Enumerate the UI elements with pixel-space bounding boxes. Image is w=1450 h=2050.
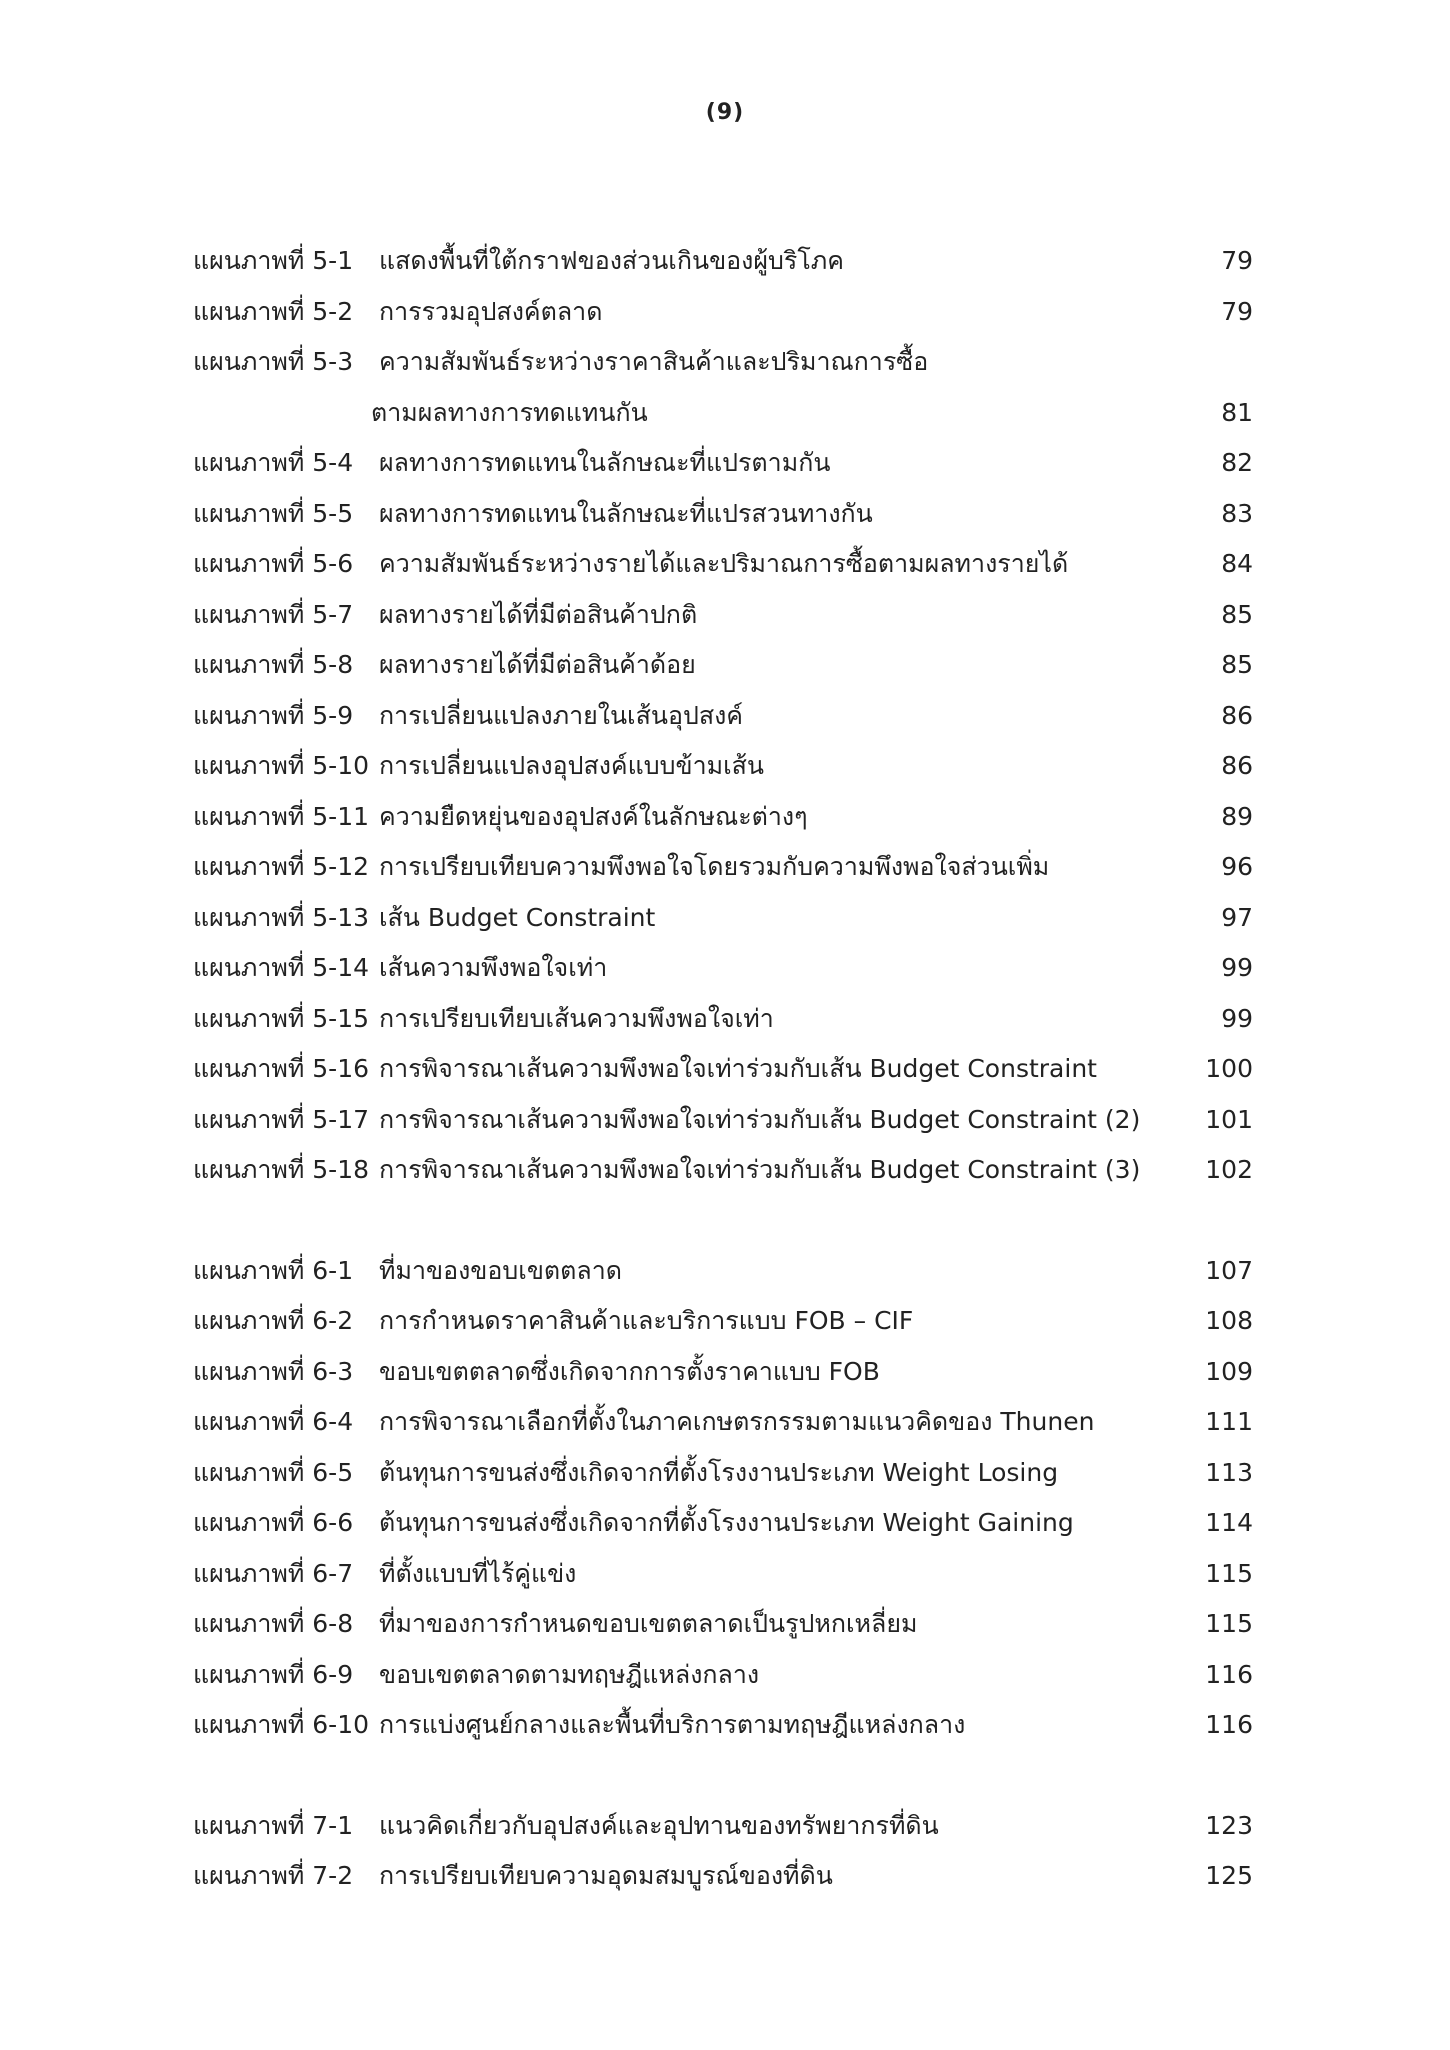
figure-label: แผนภาพที่ 6-6 <box>193 1508 354 1537</box>
list-item <box>193 1145 1253 1196</box>
list-item <box>193 1448 1253 1499</box>
page-ref: 85 <box>1221 599 1253 629</box>
list-item <box>193 236 1253 287</box>
figure-title: ความยืดหยุ่นของอุปสงค์ในลักษณะต่างๆ <box>379 801 808 831</box>
figure-label: แผนภาพที่ 5-13 <box>193 902 370 932</box>
figure-title: การรวมอุปสงค์ตลาด <box>379 296 603 326</box>
figure-title: ตามผลทางการทดแทนกัน <box>371 397 648 427</box>
figure-title: ผลทางรายได้ที่มีต่อสินค้าปกติ <box>379 599 698 629</box>
figure-title: ขอบเขตตลาดตามทฤษฎีแหล่งกลาง <box>379 1659 760 1689</box>
figure-title: การพิจารณาเลือกที่ตั้งในภาคเกษตรกรรมตามแนวคิดของ Thunen <box>379 1407 1095 1436</box>
list-item <box>193 287 1253 338</box>
figure-label: แผนภาพที่ 5-14 <box>193 953 370 982</box>
figure-label: แผนภาพที่ 5-1 <box>193 246 354 275</box>
figure-title: การกำหนดราคาสินค้าและบริการแบบ FOB – CIF <box>379 1306 914 1335</box>
figure-title: การเปรียบเทียบเส้นความพึงพอใจเท่า <box>379 1003 774 1033</box>
figure-title: ที่ตั้งแบบที่ไร้คู่แข่ง <box>379 1558 577 1588</box>
list-item <box>193 741 1253 792</box>
figure-title: การพิจารณาเส้นความพึงพอใจเท่าร่วมกับเส้น Budget Constraint (3) <box>379 1155 1141 1184</box>
page-ref: 123 <box>1205 1810 1253 1840</box>
list-item <box>193 640 1253 691</box>
figure-label: แผนภาพที่ 5-9 <box>193 700 354 730</box>
page-ref: 82 <box>1221 448 1253 477</box>
list-item <box>193 1801 1253 1852</box>
page-ref: 114 <box>1205 1508 1253 1537</box>
page-ref: 96 <box>1221 852 1253 881</box>
page-ref: 107 <box>1205 1255 1253 1285</box>
list-item <box>193 1044 1253 1095</box>
list-item <box>193 893 1253 944</box>
figure-title: ผลทางการทดแทนในลักษณะที่แปรสวนทางกัน <box>379 498 873 528</box>
page-ref: 102 <box>1205 1155 1253 1184</box>
figure-label: แผนภาพที่ 5-17 <box>193 1104 370 1134</box>
list-item <box>193 1397 1253 1448</box>
list-item <box>193 1851 1253 1902</box>
figure-title: การพิจารณาเส้นความพึงพอใจเท่าร่วมกับเส้น Budget Constraint <box>379 1054 1097 1083</box>
figure-label: แผนภาพที่ 5-7 <box>193 599 354 629</box>
list-item <box>193 842 1253 893</box>
figure-title: ผลทางรายได้ที่มีต่อสินค้าด้อย <box>379 650 696 679</box>
figure-title: การเปลี่ยนแปลงอุปสงค์แบบข้ามเส้น <box>379 751 765 780</box>
page-ref: 84 <box>1221 549 1253 578</box>
figure-label: แผนภาพที่ 5-15 <box>193 1003 370 1033</box>
figure-label: แผนภาพที่ 6-7 <box>193 1558 354 1588</box>
list-item <box>193 1700 1253 1751</box>
page-ref: 85 <box>1221 650 1253 679</box>
list-item <box>193 691 1253 742</box>
figure-label: แผนภาพที่ 5-2 <box>193 296 354 326</box>
figure-label: แผนภาพที่ 6-4 <box>193 1407 354 1436</box>
figure-label: แผนภาพที่ 6-5 <box>193 1457 354 1487</box>
figure-title: ผลทางการทดแทนในลักษณะที่แปรตามกัน <box>379 448 831 477</box>
figure-label: แผนภาพที่ 5-8 <box>193 650 354 679</box>
list-item <box>193 1095 1253 1146</box>
list-item <box>193 943 1253 994</box>
figure-label: แผนภาพที่ 5-5 <box>193 498 354 528</box>
figure-label: แผนภาพที่ 7-1 <box>193 1810 354 1840</box>
figure-title: การพิจารณาเส้นความพึงพอใจเท่าร่วมกับเส้น Budget Constraint (2) <box>379 1104 1141 1134</box>
page-ref: 89 <box>1221 801 1253 831</box>
page-ref: 81 <box>1221 397 1253 427</box>
list-item <box>193 1296 1253 1347</box>
page-ref: 116 <box>1205 1710 1253 1739</box>
page-ref: 101 <box>1205 1104 1253 1134</box>
figure-title: แนวคิดเกี่ยวกับอุปสงค์และอุปทานของทรัพยากรที่ดิน <box>379 1810 939 1840</box>
page-ref: 83 <box>1221 498 1253 528</box>
figure-label: แผนภาพที่ 5-12 <box>193 852 370 881</box>
figure-title: ที่มาของการกำหนดขอบเขตตลาดเป็นรูปหกเหลี่ยม <box>379 1609 918 1638</box>
page-ref: 115 <box>1205 1558 1253 1588</box>
list-item <box>193 994 1253 1045</box>
page-ref: 111 <box>1205 1407 1253 1436</box>
page-ref: 79 <box>1221 296 1253 326</box>
figure-title: การแบ่งศูนย์กลางและพื้นที่บริการตามทฤษฎีแหล่งกลาง <box>379 1710 966 1739</box>
figure-title: ต้นทุนการขนส่งซึ่งเกิดจากที่ตั้งโรงงานประเภท Weight Gaining <box>379 1508 1074 1537</box>
figure-title: ขอบเขตตลาดซึ่งเกิดจากการตั้งราคาแบบ FOB <box>379 1356 880 1386</box>
list-item <box>193 590 1253 641</box>
page-ref: 116 <box>1205 1659 1253 1689</box>
list-item <box>193 1549 1253 1600</box>
figure-title: การเปรียบเทียบความพึงพอใจโดยรวมกับความพึงพอใจส่วนเพิ่ม <box>379 852 1050 881</box>
page-ref: 113 <box>1205 1457 1253 1487</box>
figure-label: แผนภาพที่ 5-3 <box>193 347 354 376</box>
page-ref: 108 <box>1205 1306 1253 1335</box>
figure-title: ที่มาของขอบเขตตลาด <box>379 1255 622 1285</box>
list-item <box>193 1347 1253 1398</box>
table-of-figures <box>193 236 1253 1952</box>
figure-label: แผนภาพที่ 5-10 <box>193 751 370 780</box>
page-ref: 79 <box>1221 246 1253 275</box>
page-ref: 86 <box>1221 700 1253 730</box>
figure-label: แผนภาพที่ 6-10 <box>193 1710 370 1739</box>
list-item <box>193 489 1253 540</box>
list-item <box>193 1599 1253 1650</box>
figure-title: การเปลี่ยนแปลงภายในเส้นอุปสงค์ <box>379 700 744 730</box>
figure-list-group <box>193 1801 1253 1902</box>
page-ref: 97 <box>1221 902 1253 932</box>
page-ref: 99 <box>1221 1003 1253 1033</box>
page-ref: 99 <box>1221 953 1253 982</box>
figure-list-group <box>193 1246 1253 1751</box>
figure-label: แผนภาพที่ 5-16 <box>193 1054 370 1083</box>
figure-title: ความสัมพันธ์ระหว่างรายได้และปริมาณการซื้อตามผลทางรายได้ <box>379 549 1069 578</box>
figure-label: แผนภาพที่ 6-3 <box>193 1356 354 1386</box>
figure-title: การเปรียบเทียบความอุดมสมบูรณ์ของที่ดิน <box>379 1861 833 1890</box>
figure-title: ความสัมพันธ์ระหว่างราคาสินค้าและปริมาณการซื้อ <box>379 347 929 376</box>
figure-label: แผนภาพที่ 5-6 <box>193 549 354 578</box>
figure-title: ต้นทุนการขนส่งซึ่งเกิดจากที่ตั้งโรงงานประเภท Weight Losing <box>379 1457 1059 1487</box>
list-item <box>193 337 1253 388</box>
figure-label: แผนภาพที่ 5-18 <box>193 1155 370 1184</box>
figure-list-group <box>193 236 1253 1196</box>
figure-title: เส้น Budget Constraint <box>379 902 656 932</box>
figure-label: แผนภาพที่ 5-11 <box>193 801 370 831</box>
figure-label: แผนภาพที่ 6-8 <box>193 1609 354 1638</box>
list-item <box>193 1498 1253 1549</box>
page-ref: 125 <box>1205 1861 1253 1890</box>
list-item <box>193 539 1253 590</box>
figure-label: แผนภาพที่ 6-2 <box>193 1306 354 1335</box>
figure-title: เส้นความพึงพอใจเท่า <box>379 953 608 982</box>
list-item-continuation <box>193 388 1253 439</box>
figure-label: แผนภาพที่ 6-1 <box>193 1255 354 1285</box>
list-item <box>193 1650 1253 1701</box>
list-item <box>193 1246 1253 1297</box>
figure-label: แผนภาพที่ 6-9 <box>193 1659 354 1689</box>
figure-label: แผนภาพที่ 7-2 <box>193 1861 354 1890</box>
page-ref: 109 <box>1205 1356 1253 1386</box>
page-ref: 86 <box>1221 751 1253 780</box>
list-item <box>193 792 1253 843</box>
list-item <box>193 438 1253 489</box>
page-number: (9) <box>705 100 745 125</box>
page-ref: 100 <box>1205 1054 1253 1083</box>
page-ref: 115 <box>1205 1609 1253 1638</box>
figure-title: แสดงพื้นที่ใต้กราฟของส่วนเกินของผู้บริโภค <box>379 246 844 275</box>
figure-label: แผนภาพที่ 5-4 <box>193 448 354 477</box>
